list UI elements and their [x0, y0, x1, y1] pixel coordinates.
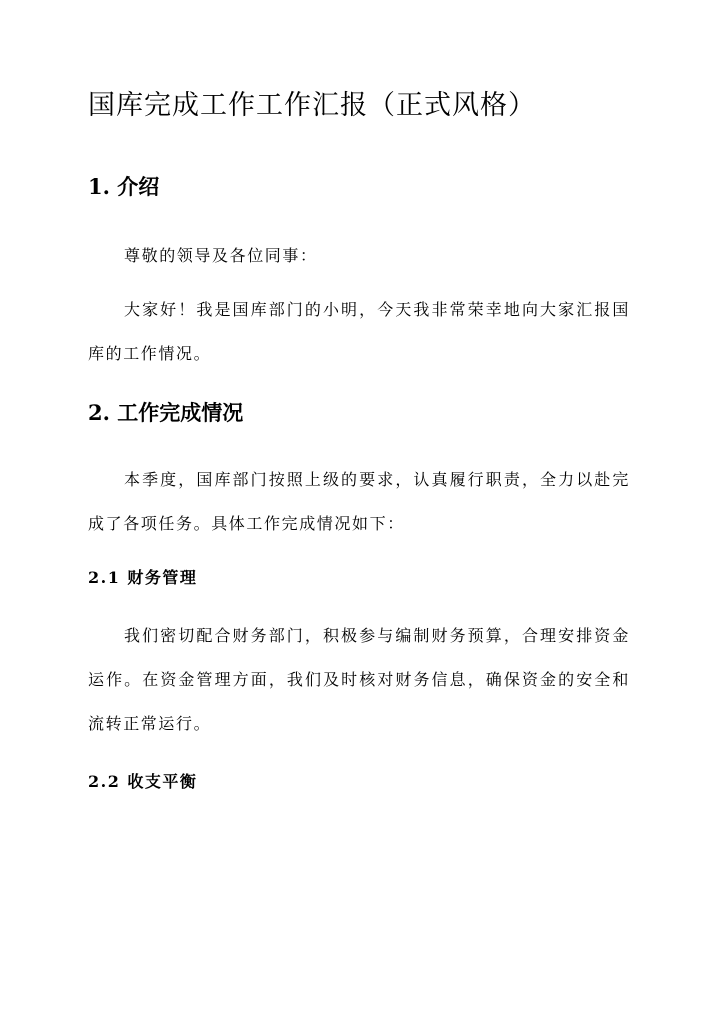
- introduction-paragraph: 大家好！我是国库部门的小明，今天我非常荣幸地向大家汇报国库的工作情况。: [88, 300, 630, 363]
- financial-management-paragraph: 我们密切配合财务部门，积极参与编制财务预算，合理安排资金运作。在资金管理方面，我们及时核对财务信息，确保资金的安全和流转正常运行。: [88, 626, 630, 733]
- section-heading-introduction: 1. 介绍: [88, 174, 160, 199]
- section-heading-work-completion: 2. 工作完成情况: [88, 400, 244, 425]
- salutation-paragraph: 尊敬的领导及各位同事：: [124, 246, 318, 265]
- work-completion-paragraph: 本季度，国库部门按照上级的要求，认真履行职责，全力以赴完成了各项任务。具体工作完成情况如下：: [88, 470, 630, 533]
- subsection-heading-financial-management: 2.1 财务管理: [88, 568, 198, 587]
- subsection-heading-revenue-balance: 2.2 收支平衡: [88, 772, 198, 791]
- document-title: 国库完成工作工作汇报（正式风格）: [88, 90, 536, 121]
